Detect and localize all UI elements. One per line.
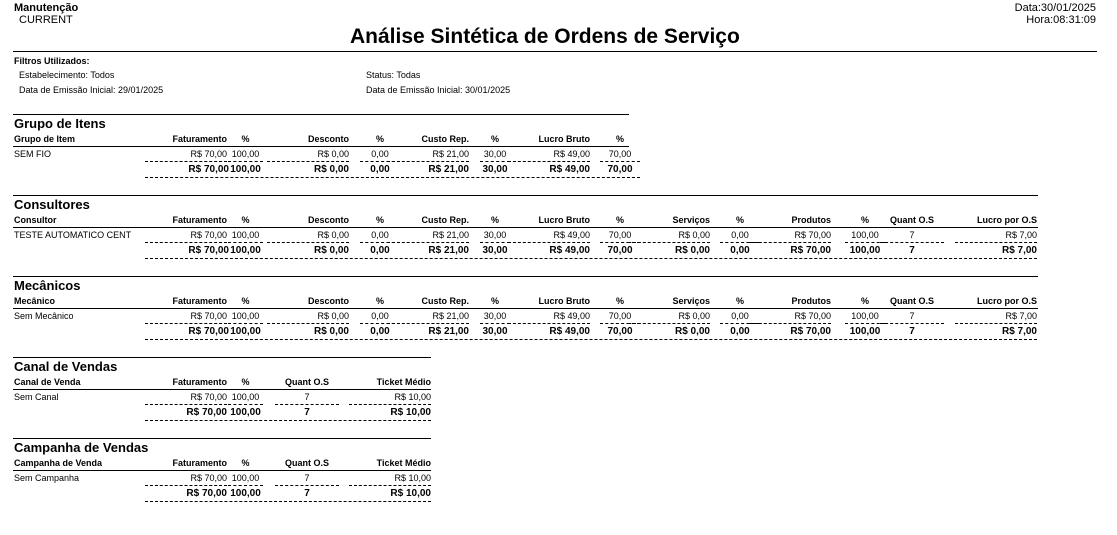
mecanicos-col-header: Serviços (672, 296, 710, 306)
filter-data-final: Data de Emissão Inicial: 30/01/2025 (366, 85, 511, 95)
mecanicos-row-cell: R$ 0,00 (317, 311, 349, 321)
consultores-total-cell: R$ 0,00 (313, 245, 349, 256)
grupo-row-separator (267, 161, 349, 162)
canal-row-cell: 100,00 (231, 392, 260, 402)
mecanicos-row-separator (480, 323, 510, 324)
grupo-row-separator (508, 161, 590, 162)
grupo-row-cell: 70,00 (608, 149, 632, 159)
mecanicos-row-separator (508, 323, 590, 324)
consultores-row-cell: 100,00 (231, 230, 260, 240)
mecanicos-row-separator (955, 323, 1037, 324)
consultores-header-rule (13, 227, 1038, 228)
consultores-col-header: Consultor (14, 215, 57, 225)
mecanicos-col-header: % (490, 296, 499, 306)
consultores-row-cell: R$ 70,00 (794, 230, 831, 240)
report-date: Data:30/01/2025 (1014, 2, 1096, 14)
consultores-col-header: % (490, 215, 499, 225)
grupo-row-cell: R$ 70,00 (190, 149, 227, 159)
mecanicos-total-cell: 100,00 (849, 326, 881, 337)
grupo-total-separator (145, 177, 640, 178)
consultores-row-separator (880, 242, 944, 243)
consultores-row-separator (228, 242, 263, 243)
campanha-total-cell: 100,00 (230, 488, 261, 499)
grupo-col-header: % (490, 134, 499, 144)
canal-col-header: Faturamento (172, 377, 227, 387)
grupo-col-header: % (375, 134, 384, 144)
consultores-col-header: Lucro Bruto (538, 215, 590, 225)
consultores-row-cell: 100,00 (851, 230, 879, 240)
canal-col-header: Canal de Venda (14, 377, 81, 387)
campanha-row-separator (228, 485, 263, 486)
consultores-row-cell: 70,00 (608, 230, 632, 240)
consultores-total-cell: 7 (909, 245, 915, 256)
grupo-row-cell: 100,00 (231, 149, 260, 159)
grupo-top-rule (13, 114, 629, 115)
consultores-total-cell: R$ 70,00 (790, 245, 831, 256)
consultores-row-cell: 0,00 (371, 230, 389, 240)
mecanicos-col-header: Mecânico (14, 296, 56, 306)
consultores-col-header: Quant O.S (889, 215, 934, 225)
mecanicos-row-cell: 70,00 (608, 311, 632, 321)
campanha-row-cell: 100,00 (231, 473, 260, 483)
consultores-row-separator (955, 242, 1037, 243)
canal-row-separator (275, 404, 339, 405)
campanha-row-cell: R$ 10,00 (394, 473, 431, 483)
consultores-col-header: Faturamento (172, 215, 227, 225)
canal-section-title: Canal de Vendas (14, 359, 118, 374)
consultores-col-header: Desconto (307, 215, 349, 225)
campanha-row-cell: Sem Campanha (14, 473, 80, 483)
mecanicos-col-header: Lucro por O.S (976, 296, 1037, 306)
consultores-col-header: % (615, 215, 624, 225)
grupo-col-header: Faturamento (172, 134, 227, 144)
consultores-col-header: % (860, 215, 869, 225)
mecanicos-row-separator (880, 323, 944, 324)
consultores-total-cell: 70,00 (607, 245, 633, 256)
consultores-col-header: % (375, 215, 384, 225)
canal-total-cell: R$ 10,00 (390, 407, 431, 418)
consultores-row-cell: R$ 0,00 (678, 230, 710, 240)
campanha-total-cell: R$ 10,00 (390, 488, 431, 499)
consultores-row-cell: 0,00 (731, 230, 749, 240)
mecanicos-row-separator (845, 323, 885, 324)
mecanicos-total-cell: R$ 70,00 (790, 326, 831, 337)
campanha-total-cell: R$ 70,00 (186, 488, 227, 499)
grupo-col-header: % (241, 134, 250, 144)
consultores-top-rule (13, 195, 1038, 196)
grupo-total-cell: 70,00 (607, 164, 633, 175)
mecanicos-total-cell: 70,00 (607, 326, 633, 337)
mecanicos-col-header: Faturamento (172, 296, 227, 306)
mecanicos-row-cell: 30,00 (483, 311, 507, 321)
consultores-total-cell: 30,00 (482, 245, 508, 256)
mecanicos-row-separator (387, 323, 469, 324)
consultores-col-header: % (735, 215, 744, 225)
consultores-row-cell: R$ 0,00 (317, 230, 349, 240)
mecanicos-header-rule (13, 308, 1038, 309)
mecanicos-top-rule (13, 276, 1038, 277)
header-divider (13, 51, 1097, 52)
consultores-total-cell: R$ 7,00 (1001, 245, 1037, 256)
canal-top-rule (13, 357, 431, 358)
canal-row-cell: Sem Canal (14, 392, 59, 402)
mecanicos-row-cell: R$ 0,00 (678, 311, 710, 321)
canal-row-cell: R$ 10,00 (394, 392, 431, 402)
canal-total-cell: 100,00 (230, 407, 261, 418)
consultores-row-separator (480, 242, 510, 243)
mecanicos-row-cell: R$ 21,00 (432, 311, 469, 321)
grupo-col-header: Grupo de Item (14, 134, 76, 144)
campanha-row-cell: 7 (304, 473, 310, 483)
mecanicos-col-header: % (375, 296, 384, 306)
consultores-col-header: Lucro por O.S (976, 215, 1037, 225)
campanha-col-header: % (241, 458, 250, 468)
grupo-col-header: Custo Rep. (421, 134, 469, 144)
grupo-row-separator (600, 161, 640, 162)
canal-row-cell: 7 (304, 392, 310, 402)
mecanicos-col-header: % (735, 296, 744, 306)
grupo-total-cell: R$ 49,00 (549, 164, 590, 175)
grupo-row-cell: 0,00 (371, 149, 389, 159)
consultores-total-cell: R$ 70,00 (188, 245, 229, 256)
campanha-col-header: Ticket Médio (376, 458, 431, 468)
filter-estabelecimento: Estabelecimento: Todos (19, 70, 115, 80)
consultores-row-cell: R$ 49,00 (553, 230, 590, 240)
canal-total-cell: 7 (304, 407, 310, 418)
mecanicos-total-cell: 100,00 (230, 326, 261, 337)
campanha-col-header: Campanha de Venda (14, 458, 103, 468)
grupo-section-title: Grupo de Itens (14, 116, 106, 131)
consultores-total-cell: 100,00 (230, 245, 261, 256)
consultores-row-cell: 30,00 (483, 230, 507, 240)
mecanicos-row-cell: R$ 70,00 (190, 311, 227, 321)
filter-data-inicial: Data de Emissão Inicial: 29/01/2025 (19, 85, 164, 95)
grupo-row-separator (387, 161, 469, 162)
consultores-row-separator (845, 242, 885, 243)
mecanicos-row-cell: 7 (909, 311, 915, 321)
canal-total-cell: R$ 70,00 (186, 407, 227, 418)
grupo-row-separator (145, 161, 227, 162)
grupo-row-separator (228, 161, 263, 162)
canal-col-header: Quant O.S (284, 377, 329, 387)
mecanicos-total-cell: 7 (909, 326, 915, 337)
campanha-section-title: Campanha de Vendas (14, 440, 149, 455)
campanha-top-rule (13, 438, 431, 439)
consultores-col-header: Serviços (672, 215, 710, 225)
mecanicos-total-cell: 0,00 (370, 326, 390, 337)
campanha-row-separator (145, 485, 227, 486)
mecanicos-col-header: Quant O.S (889, 296, 934, 306)
canal-col-header: Ticket Médio (376, 377, 431, 387)
grupo-col-header: % (615, 134, 624, 144)
consultores-total-cell: 0,00 (730, 245, 750, 256)
consultores-total-cell: 100,00 (849, 245, 881, 256)
mecanicos-row-cell: Sem Mecânico (14, 311, 74, 321)
module-name: Manutenção (14, 2, 79, 14)
mecanicos-row-cell: 0,00 (731, 311, 749, 321)
mecanicos-row-separator (228, 323, 263, 324)
consultores-row-cell: TESTE AUTOMATICO CENT (14, 230, 132, 240)
mecanicos-row-separator (145, 323, 227, 324)
mecanicos-row-cell: R$ 7,00 (1005, 311, 1037, 321)
canal-col-header: % (241, 377, 250, 387)
mecanicos-row-cell: R$ 70,00 (794, 311, 831, 321)
mecanicos-total-cell: R$ 70,00 (188, 326, 229, 337)
filters-heading: Filtros Utilizados: (14, 56, 90, 66)
mecanicos-total-cell: R$ 7,00 (1001, 326, 1037, 337)
grupo-row-cell: R$ 49,00 (553, 149, 590, 159)
grupo-col-header: Desconto (307, 134, 349, 144)
page-title: Análise Sintética de Ordens de Serviço (350, 25, 740, 48)
campanha-col-header: Quant O.S (284, 458, 329, 468)
mecanicos-total-cell: 30,00 (482, 326, 508, 337)
grupo-total-cell: R$ 21,00 (428, 164, 469, 175)
consultores-section-title: Consultores (14, 197, 90, 212)
consultores-row-cell: R$ 21,00 (432, 230, 469, 240)
campanha-total-separator (145, 501, 431, 502)
grupo-row-cell: SEM FIO (14, 149, 52, 159)
consultores-total-cell: R$ 49,00 (549, 245, 590, 256)
mecanicos-col-header: Custo Rep. (421, 296, 469, 306)
canal-row-separator (349, 404, 431, 405)
consultores-total-cell: R$ 21,00 (428, 245, 469, 256)
mecanicos-row-cell: 100,00 (231, 311, 260, 321)
mecanicos-total-cell: R$ 0,00 (674, 326, 710, 337)
mecanicos-col-header: % (241, 296, 250, 306)
grupo-total-cell: 30,00 (482, 164, 508, 175)
consultores-row-separator (387, 242, 469, 243)
campanha-total-cell: 7 (304, 488, 310, 499)
grupo-col-header: Lucro Bruto (538, 134, 590, 144)
mecanicos-total-cell: R$ 0,00 (313, 326, 349, 337)
campanha-row-separator (275, 485, 339, 486)
grupo-total-cell: R$ 0,00 (313, 164, 349, 175)
canal-total-separator (145, 420, 431, 421)
report-time: Hora:08:31:09 (1026, 14, 1096, 26)
canal-header-rule (13, 389, 431, 390)
consultores-total-cell: R$ 0,00 (674, 245, 710, 256)
mecanicos-row-separator (749, 323, 831, 324)
grupo-header-rule (13, 146, 629, 147)
grupo-row-cell: R$ 0,00 (317, 149, 349, 159)
mecanicos-total-cell: R$ 21,00 (428, 326, 469, 337)
campanha-col-header: Faturamento (172, 458, 227, 468)
campanha-row-separator (349, 485, 431, 486)
consultores-col-header: % (241, 215, 250, 225)
grupo-row-cell: R$ 21,00 (432, 149, 469, 159)
mecanicos-row-cell: 0,00 (371, 311, 389, 321)
consultores-row-cell: R$ 70,00 (190, 230, 227, 240)
canal-row-separator (145, 404, 227, 405)
mecanicos-col-header: % (615, 296, 624, 306)
campanha-header-rule (13, 470, 431, 471)
consultores-total-cell: 0,00 (370, 245, 390, 256)
consultores-row-separator (628, 242, 710, 243)
consultores-row-separator (508, 242, 590, 243)
consultores-row-cell: R$ 7,00 (1005, 230, 1037, 240)
grupo-row-cell: 30,00 (483, 149, 507, 159)
mecanicos-col-header: Lucro Bruto (538, 296, 590, 306)
company-name: CURRENT (19, 14, 73, 26)
grupo-row-separator (480, 161, 510, 162)
mecanicos-col-header: Desconto (307, 296, 349, 306)
mecanicos-total-separator (145, 339, 1037, 340)
mecanicos-row-separator (267, 323, 349, 324)
mecanicos-total-cell: R$ 49,00 (549, 326, 590, 337)
consultores-total-separator (145, 258, 1037, 259)
mecanicos-col-header: % (860, 296, 869, 306)
canal-row-separator (228, 404, 263, 405)
consultores-row-separator (749, 242, 831, 243)
mecanicos-total-cell: 0,00 (730, 326, 750, 337)
grupo-total-cell: 0,00 (370, 164, 390, 175)
consultores-col-header: Custo Rep. (421, 215, 469, 225)
grupo-total-cell: 100,00 (230, 164, 261, 175)
mecanicos-row-cell: 100,00 (851, 311, 879, 321)
consultores-row-cell: 7 (909, 230, 915, 240)
consultores-row-separator (145, 242, 227, 243)
filter-status: Status: Todas (366, 70, 421, 80)
mecanicos-row-cell: R$ 49,00 (553, 311, 590, 321)
canal-row-cell: R$ 70,00 (190, 392, 227, 402)
campanha-row-cell: R$ 70,00 (190, 473, 227, 483)
mecanicos-col-header: Produtos (791, 296, 831, 306)
grupo-total-cell: R$ 70,00 (188, 164, 229, 175)
consultores-col-header: Produtos (791, 215, 831, 225)
mecanicos-row-separator (628, 323, 710, 324)
consultores-row-separator (267, 242, 349, 243)
mecanicos-section-title: Mecânicos (14, 278, 81, 293)
